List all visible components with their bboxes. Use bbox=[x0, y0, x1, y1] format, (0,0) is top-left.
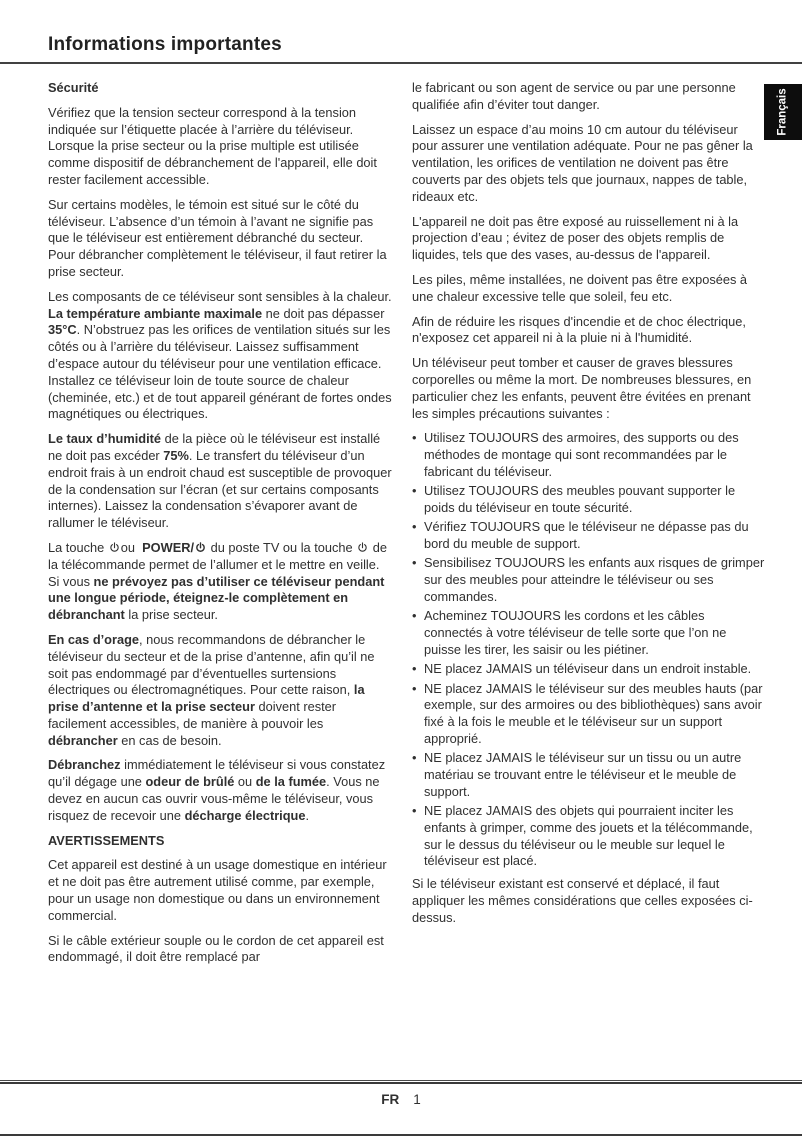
paragraph bbox=[412, 272, 765, 306]
text-run: . N’obstruez pas les orifices de ventilation situés sur les côtés ou à l’arrière du téléviseur. Laissez suffisamment d’espace autour du téléviseur pour une ventilation efficace. Installez ce téléviseur loin de toute source de chaleur (cheminée, etc.) et de tout appareil générant de fortes ondes magnétiques ou électriques. bbox=[48, 322, 392, 422]
text-run: NE placez JAMAIS des objets qui pourraient inciter les enfants à grimper, comme des jouets et la télécommande, sur le dessus du téléviseur ou le meuble sur lequel le téléviseur est placé. bbox=[424, 803, 753, 869]
bold-text-run: la prise d’antenne et la prise secteur bbox=[48, 682, 365, 715]
text-run: Laissez un espace d’au moins 10 cm autour du téléviseur pour assurer une ventilation adéquate. Pour ne pas gêner la ventilation, les orifices de ventilation ne doivent pas être couverts par des objets tels que journaux, nappes de table, rideaux etc. bbox=[412, 121, 753, 204]
text-run: Si le câble extérieur souple ou le cordon de cet appareil est endommagé, il doit être remplacé par bbox=[48, 932, 384, 965]
bold-text-run: décharge électrique bbox=[184, 807, 306, 823]
language-tab bbox=[764, 84, 802, 140]
paragraph bbox=[412, 876, 765, 926]
text-run: . bbox=[305, 807, 310, 823]
text-run: Vérifiez TOUJOURS que le téléviseur ne dépasse pas du bord du meuble de support. bbox=[424, 519, 749, 552]
bullet-marker: • bbox=[412, 555, 417, 571]
bold-text-run: 35°C bbox=[48, 322, 77, 338]
footer-region-code: FR bbox=[381, 1092, 400, 1107]
text-run: , nous recommandons de débrancher le téléviseur du secteur et de la prise d’antenne, afin qu’il ne soit pas endommagé par d’éventuelles surtensions électriques ou électromagnétiques. Pour cette raison, bbox=[48, 631, 375, 698]
paragraph bbox=[412, 214, 765, 264]
text-run: Utilisez TOUJOURS des armoires, des supports ou des méthodes de montage qui sont recommandées par le fabricant du téléviseur. bbox=[424, 430, 739, 479]
bullet-list bbox=[412, 430, 765, 870]
bold-text-run: ne prévoyez pas d’utiliser ce téléviseur pendant une longue période, éteignez-le complètement en débranchant bbox=[48, 573, 385, 623]
bullet-item bbox=[412, 750, 765, 800]
bullet-item bbox=[412, 555, 765, 605]
bold-text-run: odeur de brûlé bbox=[145, 774, 235, 790]
section-heading: AVERTISSEMENTS bbox=[48, 832, 165, 848]
footer-divider-thin bbox=[0, 1080, 802, 1081]
text-run: NE placez JAMAIS le téléviseur sur un tissu ou un autre matériau se trouvant entre le téléviseur et le meuble de support. bbox=[424, 750, 742, 799]
paragraph bbox=[48, 431, 393, 532]
text-run: ou bbox=[234, 774, 256, 790]
header-divider bbox=[0, 62, 802, 64]
bullet-marker: • bbox=[412, 519, 417, 535]
text-run: . Le transfert du téléviseur d’un endroit frais à un endroit chaud est susceptible de provoquer de la condensation sur l’écran (et sur certains composants internes). Laissez la condensation s’évaporer avant de rallumer le téléviseur. bbox=[48, 447, 392, 531]
bullet-item bbox=[412, 803, 765, 870]
bold-text-run: En cas d’orage bbox=[48, 631, 140, 647]
text-run: ou bbox=[120, 539, 143, 555]
bold-text-run: Débranchez bbox=[48, 757, 121, 773]
text-run: Vérifiez que la tension secteur correspond à la tension indiquée sur l’étiquette placée à l’arrière du téléviseur. Lorsque la prise secteur ou la prise multiple est utilisée comme dispositif de débranchement de l'appareil, elle doit rester facilement accessible. bbox=[48, 104, 377, 187]
paragraph bbox=[412, 122, 765, 206]
text-run: le fabricant ou son agent de service ou par une personne qualifiée afin d’éviter tout danger. bbox=[412, 80, 736, 112]
bullet-marker: • bbox=[412, 803, 417, 819]
text-run: Si le téléviseur existant est conservé et déplacé, il faut appliquer les mêmes considérations que celles exposées ci-dessus. bbox=[412, 876, 753, 925]
bullet-item bbox=[412, 661, 765, 678]
power-icon bbox=[195, 542, 206, 553]
bullet-item bbox=[412, 681, 765, 748]
text-run: Les composants de ce téléviseur sont sensibles à la chaleur. bbox=[48, 288, 392, 304]
bullet-item bbox=[412, 608, 765, 658]
bullet-item bbox=[412, 483, 765, 517]
text-run: Les piles, même installées, ne doivent pas être exposées à une chaleur excessive telle que soleil, feu etc. bbox=[412, 271, 748, 304]
paragraph bbox=[48, 289, 393, 423]
bold-text-run: de la fumée bbox=[255, 774, 327, 790]
paragraph bbox=[48, 857, 393, 924]
text-run: La touche bbox=[48, 539, 108, 555]
bullet-marker: • bbox=[412, 608, 417, 624]
page-title: Informations importantes bbox=[48, 34, 282, 55]
paragraph bbox=[412, 314, 765, 348]
paragraph bbox=[48, 197, 393, 281]
footer-page-number: 1 bbox=[413, 1092, 421, 1107]
page-footer bbox=[0, 1092, 802, 1107]
text-run: en cas de besoin. bbox=[117, 732, 222, 748]
bullet-marker: • bbox=[412, 750, 417, 766]
bold-text-run: POWER/ bbox=[142, 539, 195, 555]
section-heading: Sécurité bbox=[48, 80, 99, 95]
text-run: NE placez JAMAIS le téléviseur sur des meubles hauts (par exemple, sur des armoires ou des bibliothèques) sans avoir fixé à la fois le meuble et le téléviseur sur un support approprié. bbox=[424, 680, 763, 746]
power-icon bbox=[109, 542, 120, 553]
text-run: de la télécommande permet de l’allumer et le mettre en veille. Si vous bbox=[48, 539, 388, 589]
page-bottom-border bbox=[0, 1134, 802, 1136]
text-run: Cet appareil est destiné à un usage domestique en intérieur et ne doit pas être autrement utilisé comme, par exemple, pour un usage non domestique ou dans un environnement commercial. bbox=[48, 857, 387, 923]
text-run: Sensibilisez TOUJOURS les enfants aux risques de grimper sur des meubles pour atteindre le téléviseur ou ses commandes. bbox=[424, 555, 765, 605]
bold-text-run: La température ambiante maximale bbox=[48, 305, 263, 321]
text-run: doivent rester facilement accessibles, de manière à pouvoir les bbox=[48, 699, 337, 731]
bold-text-run: débrancher bbox=[48, 732, 118, 748]
bullet-marker: • bbox=[412, 661, 417, 677]
language-tab-label: Français bbox=[777, 88, 789, 136]
paragraph bbox=[412, 80, 765, 114]
text-run: ne doit pas dépasser bbox=[262, 305, 385, 321]
text-run: du poste TV ou la touche bbox=[207, 539, 357, 555]
text-run: immédiatement le téléviseur si vous constatez qu’il dégage une bbox=[48, 757, 386, 790]
bullet-item bbox=[412, 430, 765, 480]
power-icon bbox=[357, 542, 368, 553]
paragraph bbox=[48, 540, 393, 624]
bold-text-run: 75% bbox=[163, 447, 189, 463]
bullet-marker: • bbox=[412, 483, 417, 499]
paragraph bbox=[48, 632, 393, 750]
left-column bbox=[48, 80, 393, 974]
bullet-marker: • bbox=[412, 430, 417, 446]
text-run: Afin de réduire les risques d'incendie et de choc électrique, n'exposez cet appareil ni à la pluie ni à l'humidité. bbox=[412, 313, 746, 346]
paragraph bbox=[48, 757, 393, 824]
paragraph bbox=[412, 355, 765, 422]
text-run: Un téléviseur peut tomber et causer de graves blessures corporelles ou même la mort. De nombreuses blessures, en particulier chez les enfants, peuvent être évitées en prenant les simples précautions suivantes : bbox=[412, 355, 752, 421]
right-column bbox=[412, 80, 765, 935]
text-run: . Vous ne devez en aucun cas ouvrir vous-même le téléviseur, vous risquez de recevoir une bbox=[48, 774, 380, 823]
bullet-marker: • bbox=[412, 680, 417, 696]
bold-text-run: Le taux d’humidité bbox=[48, 431, 162, 447]
text-run: L'appareil ne doit pas être exposé au ruissellement ni à la projection d’eau ; évitez de poser des objets remplis de liquides, tels que des vases, au-dessus de l'appareil. bbox=[412, 213, 739, 263]
text-run: Sur certains modèles, le témoin est situé sur le côté du téléviseur. L’absence d’un témoin à l’avant ne signifie pas que le téléviseur est entièrement débranché du secteur. Pour débrancher complètement le téléviseur, il faut retirer la prise secteur. bbox=[48, 196, 387, 279]
paragraph bbox=[48, 105, 393, 189]
text-run: de la pièce où le téléviseur est installé ne doit pas excéder bbox=[48, 431, 381, 463]
text-run: la prise secteur. bbox=[124, 607, 218, 623]
text-run: Utilisez TOUJOURS des meubles pouvant supporter le poids du téléviseur en toute sécurité. bbox=[424, 483, 736, 516]
bullet-item bbox=[412, 519, 765, 553]
footer-divider-thick bbox=[0, 1082, 802, 1084]
paragraph bbox=[48, 933, 393, 967]
text-run: NE placez JAMAIS un téléviseur dans un endroit instable. bbox=[424, 661, 752, 677]
text-run: Acheminez TOUJOURS les cordons et les câbles connectés à votre téléviseur de telle sorte que l’on ne puisse les tirer, les saisir ou les piétiner. bbox=[424, 608, 727, 657]
